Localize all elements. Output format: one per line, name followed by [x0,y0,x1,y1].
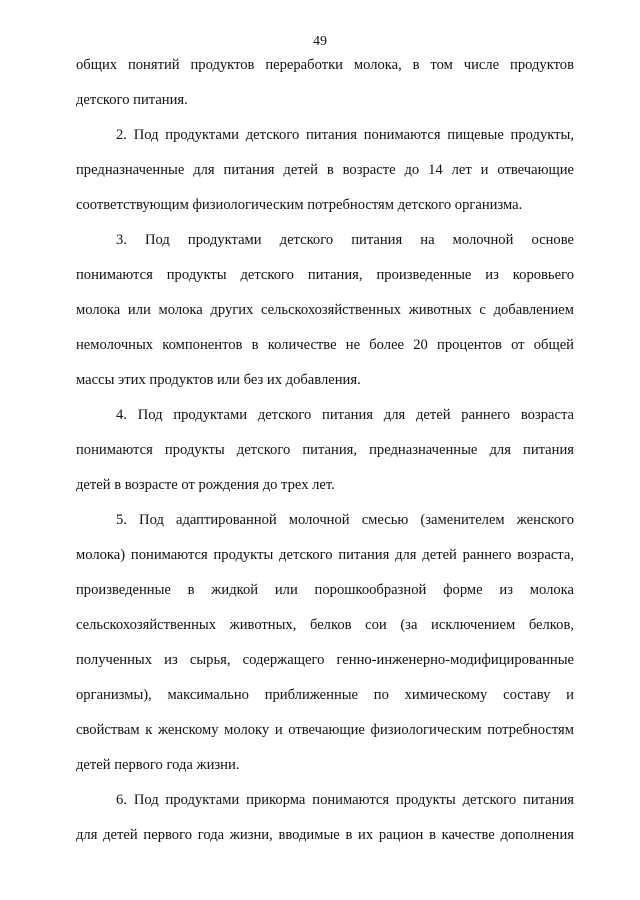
text-line: 4. Под продуктами детского питания для детей раннего возраста [116,407,574,423]
text-line: предназначенные для питания детей в возрасте до 14 лет и отвечающие [76,162,574,178]
text-line: 5. Под адаптированной молочной смесью (заменителем женского [116,512,574,528]
text-line: свойствам к женскому молоку и отвечающие физиологическим потребностям [76,722,574,738]
text-line: 3. Под продуктами детского питания на молочной основе [116,232,574,248]
text-line: произведенные в жидкой или порошкообразной форме из молока [76,582,574,598]
text-line: детского питания. [76,92,188,108]
text-line: немолочных компонентов в количестве не более 20 процентов от общей [76,337,574,353]
text-line: соответствующим физиологическим потребностям детского организма. [76,197,523,213]
text-line: полученных из сырья, содержащего генно-инженерно-модифицированные [76,652,574,668]
text-line: общих понятий продуктов переработки молока, в том числе продуктов [76,57,574,73]
text-line: сельскохозяйственных животных, белков сои (за исключением белков, [76,617,574,633]
text-line: понимаются продукты детского питания, предназначенные для питания [76,442,574,458]
text-line: 2. Под продуктами детского питания понимаются пищевые продукты, [116,127,574,143]
page-number: 49 [313,34,327,49]
text-line: 6. Под продуктами прикорма понимаются продукты детского питания [116,792,574,808]
text-line: детей первого года жизни. [76,757,240,773]
text-line: молока или молока других сельскохозяйственных животных с добавлением [76,302,574,318]
text-line: понимаются продукты детского питания, произведенные из коровьего [76,267,574,283]
text-line: детей в возрасте от рождения до трех лет. [76,477,335,493]
text-line: для детей первого года жизни, вводимые в их рацион в качестве дополнения [76,827,574,843]
text-line: организмы), максимально приближенные по химическому составу и [76,687,574,703]
text-line: массы этих продуктов или без их добавления. [76,372,361,388]
text-line: молока) понимаются продукты детского питания для детей раннего возраста, [76,547,574,563]
